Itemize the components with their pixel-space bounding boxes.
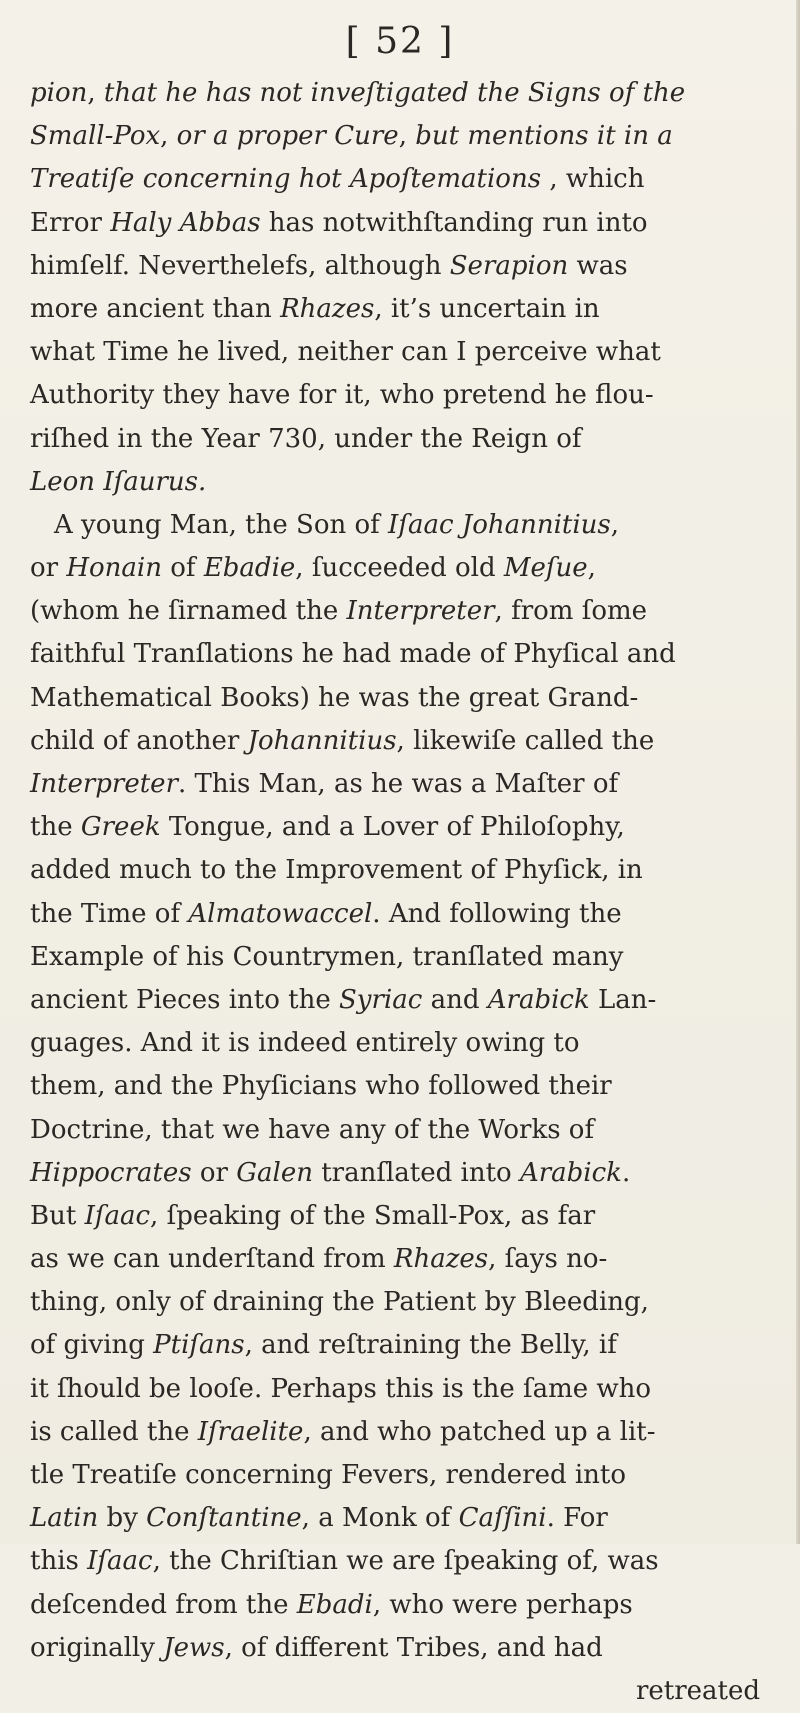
text-span: tle Treatiſe concerning Fevers, rendered into [30,1460,627,1490]
text-span: Lan- [589,984,657,1015]
italic-text-span: Ptiſans [153,1330,245,1361]
text-span: thing, only of draining the Patient by Bleeding, [30,1287,649,1318]
text-span: or [30,553,67,584]
text-span: of [162,553,204,584]
text-span: . [621,1157,631,1188]
text-span: the [30,812,81,843]
italic-text-span: Meſue [503,553,588,584]
text-line [30,849,770,892]
text-span: Error [30,207,111,238]
text-span: Example of his Countrymen, tranſlated many [30,941,624,972]
text-line [30,1584,770,1627]
italic-text-span: Haly Abbas [110,207,261,238]
text-span: , who were perhaps [372,1589,633,1620]
text-line [30,72,770,115]
text-span: , and who patched up a lit- [303,1416,656,1447]
text-line [30,1022,770,1065]
italic-text-span: Latin [30,1503,99,1534]
text-line [30,547,770,590]
text-span: as we can underſtand from [30,1244,394,1275]
text-span: , [587,553,596,584]
text-line [30,1152,770,1195]
text-line [30,1324,770,1367]
text-line [30,720,770,763]
text-line [30,633,770,676]
text-span: guages. And it is indeed entirely owing to [30,1028,580,1059]
text-span: , [160,121,177,152]
text-line [30,1627,770,1670]
text-span: , [398,121,416,152]
text-span: , which [541,164,645,195]
text-line [30,374,770,417]
text-line [30,806,770,849]
text-span: or [191,1157,237,1188]
text-span: ancient Pieces into the [30,984,339,1015]
text-line [30,115,770,158]
text-line [30,418,770,461]
text-line [30,1238,770,1281]
catchword: retreated [635,1675,760,1706]
italic-text-span: Caſſini [458,1503,547,1534]
text-span: it ſhould be looſe. Perhaps this is the ſame who [30,1373,652,1404]
text-span: , ſucceeded old [295,553,504,584]
italic-text-span: Iſraelite [197,1416,304,1447]
text-line [30,1195,770,1238]
italic-text-span: Arabick [519,1157,622,1188]
body-text [30,72,770,1713]
text-line [30,936,770,979]
italic-text-span: Galen [236,1157,313,1188]
text-span: the Time of [30,898,189,929]
text-span: this [30,1546,88,1577]
italic-text-span: Almatowaccel [188,898,373,929]
text-line [30,763,770,806]
text-span: A young Man, the Son of [54,509,389,540]
text-span: , ſays no- [488,1244,608,1275]
text-span: But [30,1200,85,1231]
text-span: , likewiſe called the [396,725,655,756]
text-line [30,590,770,633]
italic-text-span: Arabick [487,984,590,1015]
text-line [30,1109,770,1152]
text-span: tranſlated into [312,1157,520,1188]
text-line [30,1454,770,1497]
text-line [30,331,770,374]
italic-text-span: Iſaac Johannitius [388,509,611,540]
text-span: of giving [30,1330,154,1361]
text-span: , a Monk of [301,1503,459,1534]
italic-text-span: Jews [163,1632,225,1663]
text-span: , and reſtraining the Belly, if [244,1330,617,1361]
text-span: . This Man, as he was a Maſter of [178,769,619,799]
italic-text-span: Rhazes [280,293,375,324]
italic-text-span: Treatiſe concerning hot Apoſtemations [30,164,542,195]
text-span: , [610,509,620,540]
text-line [30,979,770,1022]
text-span: (whom he ſirnamed the [30,596,347,627]
italic-text-span: Serapion [449,250,569,281]
italic-text-span: pion [30,78,88,108]
text-span: , ſpeaking of the Small-Pox, as far [150,1200,596,1231]
italic-text-span: Small-Pox [30,121,161,152]
italic-text-span: Ebadie [203,553,296,584]
page-number-header: [ 52 ] [345,21,455,62]
italic-text-span: Johannitius [247,725,397,756]
text-span: originally [30,1632,164,1663]
italic-text-span: Hippocrates [30,1157,192,1188]
text-span: , from ſome [494,596,648,627]
text-span: , [87,78,104,108]
italic-text-span: Iſaac [87,1546,153,1577]
italic-text-span: Greek [80,812,161,843]
italic-text-span: Rhazes [393,1244,489,1275]
italic-text-span: Interpreter [346,596,495,627]
text-line [30,504,770,547]
italic-text-span: Honain [66,553,162,584]
text-line [30,288,770,331]
text-line [30,1368,770,1411]
text-span: faithful Tranſlations he had made of Phyſical and [30,639,676,670]
text-line [30,1497,770,1540]
page-edge [796,0,800,1544]
text-span: by [98,1503,147,1534]
text-span: was [568,250,628,281]
text-span: them, and the Phyſicians who followed their [30,1071,612,1102]
italic-text-span: Iſaac [84,1200,151,1231]
italic-text-span: Ebadi [296,1589,373,1620]
text-span: . For [546,1503,608,1534]
text-line [30,893,770,936]
text-span: , of different Tribes, and had [224,1632,603,1663]
italic-text-span: but mentions it in a [415,121,673,152]
text-line [30,461,770,504]
text-span: Mathematical Books) he was the great Grand- [30,682,639,713]
italic-text-span: Syriac [339,984,423,1015]
text-line [30,245,770,288]
text-line [30,202,770,245]
text-span: , it’s uncertain in [374,293,600,324]
italic-text-span: Interpreter [30,769,179,799]
text-span: what Time he lived, neither can I perceive what [30,337,661,368]
text-span: has notwithſtanding run into [260,207,648,238]
text-span: deſcended from the [30,1589,297,1620]
text-span: added much to the Improvement of Phyſick, in [30,855,643,886]
text-span: more ancient than [30,293,281,324]
text-line [30,1281,770,1324]
text-span: riſhed in the Year 730, under the Reign of [30,423,582,454]
italic-text-span: Leon Iſaurus. [30,466,207,497]
text-line [30,158,770,201]
text-span: is called the [30,1416,198,1447]
text-span: , the Chriſtian we are ſpeaking of, was [152,1546,659,1577]
text-span: Tongue, and a Lover of Philoſophy, [160,812,625,843]
text-span: Authority they have for it, who pretend he flou- [30,380,654,411]
text-span: child of another [30,725,248,756]
text-span: Doctrine, that we have any of the Works of [30,1114,595,1145]
italic-text-span: Conſtantine [146,1503,302,1534]
text-line [30,677,770,720]
text-line [30,1540,770,1583]
text-line [30,1065,770,1108]
text-span: and [422,984,488,1015]
text-span: himſelf. Neverthelefs, although [30,250,450,281]
text-span: . And following the [372,898,622,929]
italic-text-span: that he has not inveſtigated the Signs of the [103,78,686,108]
text-line [30,1411,770,1454]
italic-text-span: or a proper Cure [176,121,399,152]
